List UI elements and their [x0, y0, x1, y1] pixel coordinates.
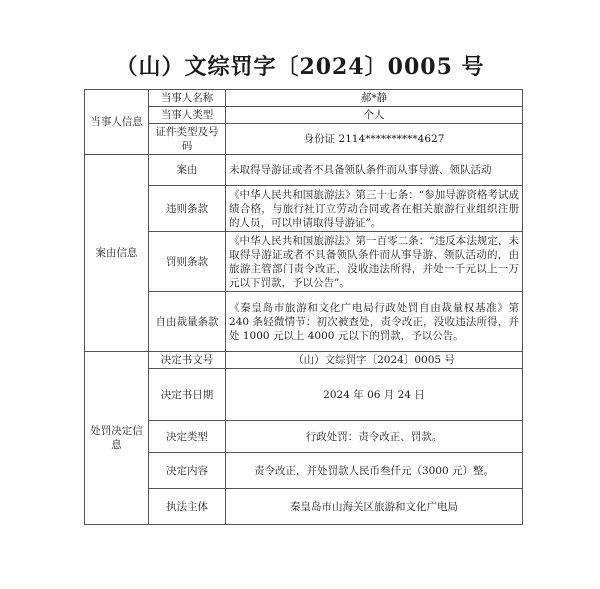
- row-label-party-type: 当事人类型: [149, 107, 226, 124]
- table-row: [85, 186, 523, 232]
- row-label-id: 证件类型及号码: [149, 124, 226, 155]
- row-value-party-name: 郝*静: [226, 90, 523, 107]
- table-row: [85, 155, 523, 186]
- document-title: （山）文综罚字〔2024〕0005 号: [115, 54, 485, 80]
- row-value-decision-number: （山）文综罚字〔2024〕0005 号: [226, 352, 523, 369]
- row-label-party-name: 当事人名称: [149, 90, 226, 107]
- row-value-enforcement-agency: 秦皇岛市山海关区旅游和文化广电局: [226, 489, 523, 525]
- row-value-decision-date: 2024 年 06 月 24 日: [226, 369, 523, 421]
- row-label-decision-type: 决定类型: [149, 421, 226, 453]
- row-value-discretion-clause: 《秦皇岛市旅游和文化广电局行政处罚自由裁量权基准》第 240 条轻微情节：初次被查处，责令改正，没收违法所得，并处 1000 元以上 4000 元以下的罚款，予以公告。: [226, 292, 523, 352]
- table-row: [85, 489, 523, 525]
- row-value-party-type: 个人: [226, 107, 523, 124]
- row-value-penalty-clause: 《中华人民共和国旅游法》第一百零二条：“违反本法规定，未取得导游证或者不具备领队条件而从事导游、领队活动的，由旅游主管部门责令改正，没收违法所得，并处一千元以上一万元以下罚款，予以公告”。: [226, 232, 523, 292]
- row-label-decision-content: 决定内容: [149, 453, 226, 489]
- table-row: [85, 232, 523, 292]
- row-label-decision-number: 决定书文号: [149, 352, 226, 369]
- row-value-violated-clause: 《中华人民共和国旅游法》第三十七条：“参加导游资格考试成绩合格，与旅行社订立劳动合同或者在相关旅游行业组织注册的人员，可以申请取得导游证”。: [226, 186, 523, 232]
- row-label-decision-date: 决定书日期: [149, 369, 226, 421]
- row-value-decision-content: 责令改正，并处罚款人民币叁仟元（3000 元）整。: [226, 453, 523, 489]
- row-value-decision-type: 行政处罚：责令改正、罚款。: [226, 421, 523, 453]
- penalty-info-table: [84, 89, 523, 525]
- table-row: [85, 421, 523, 453]
- table-row: [85, 453, 523, 489]
- row-label-discretion-clause: 自由裁量条款: [149, 292, 226, 352]
- table-row: [85, 369, 523, 421]
- table-row: [85, 292, 523, 352]
- row-label-enforcement-agency: 执法主体: [149, 489, 226, 525]
- section-heading-case: 案由信息: [85, 155, 149, 352]
- row-label-cause: 案由: [149, 155, 226, 186]
- section-heading-decision: 处罚决定信息: [85, 352, 149, 525]
- table-row: [85, 90, 523, 107]
- table-row: [85, 107, 523, 124]
- row-value-id: 身份证 2114**********4627: [226, 124, 523, 155]
- row-value-cause: 未取得导游证或者不具备领队条件而从事导游、领队活动: [226, 155, 523, 186]
- row-label-violated-clause: 违则条款: [149, 186, 226, 232]
- section-heading-party: 当事人信息: [85, 90, 149, 155]
- table-row: [85, 352, 523, 369]
- table-row: [85, 124, 523, 155]
- row-label-penalty-clause: 罚则条款: [149, 232, 226, 292]
